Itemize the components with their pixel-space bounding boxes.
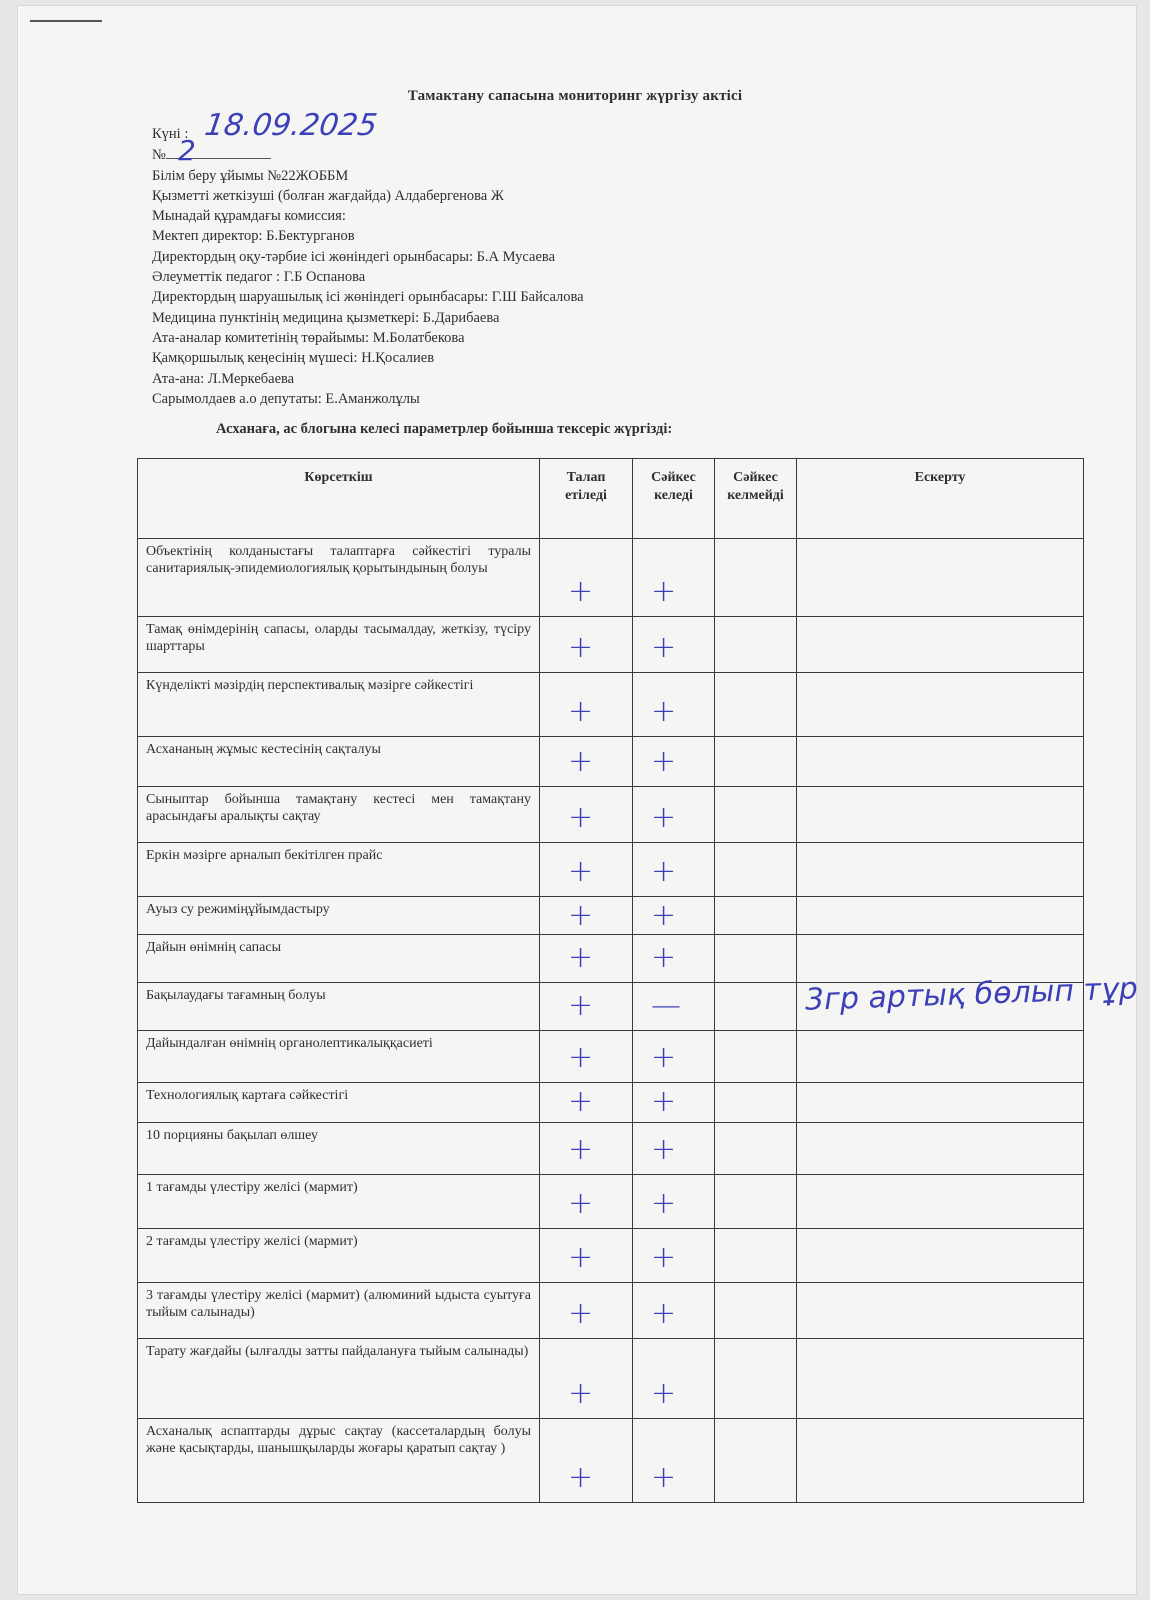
document-meta <box>152 124 584 409</box>
noncompliant-cell <box>715 539 797 617</box>
indicator-cell: Тарату жағдайы (ылғалды затты пайдалануға тыйым салынады) <box>138 1339 540 1419</box>
note-cell <box>797 737 1084 787</box>
noncompliant-cell <box>715 673 797 737</box>
required-cell <box>540 673 633 737</box>
required-cell <box>540 1031 633 1083</box>
table-row <box>138 897 1084 935</box>
meta-line: Қамқоршылық кеңесінің мүшесі: Н.Қосалиев <box>152 350 435 367</box>
required-cell <box>540 1419 633 1503</box>
indicator-cell: 2 тағамды үлестіру желісі (мармит) <box>138 1229 540 1283</box>
compliant-mark: + <box>651 574 677 609</box>
meta-line: Мектеп директор: Б.Бектурганов <box>152 228 355 245</box>
required-cell <box>540 617 633 673</box>
compliant-mark: + <box>651 1376 677 1411</box>
required-mark: + <box>568 744 594 779</box>
compliant-mark: + <box>651 1296 677 1331</box>
table-row <box>138 935 1084 983</box>
indicator-cell: Асханалық аспаптарды дұрыс сақтау (кассеталардың болуы және қасықтарды, шанышқыларды жоғары қаратып сақтау ) <box>138 1419 540 1503</box>
compliant-cell <box>633 737 715 787</box>
required-cell <box>540 897 633 935</box>
compliant-mark: + <box>651 1240 677 1275</box>
required-cell <box>540 1083 633 1123</box>
compliant-cell <box>633 1283 715 1339</box>
required-cell <box>540 1175 633 1229</box>
meta-line: Директордың шаруашылық ісі жөніндегі орынбасары: Г.Ш Байсалова <box>152 289 584 306</box>
table-row <box>138 1175 1084 1229</box>
compliant-cell <box>633 1229 715 1283</box>
note-cell <box>797 1083 1084 1123</box>
table-row <box>138 1083 1084 1123</box>
required-mark: + <box>568 854 594 889</box>
noncompliant-cell <box>715 617 797 673</box>
table-row <box>138 843 1084 897</box>
date-label: Күні : <box>152 126 189 142</box>
noncompliant-cell <box>715 787 797 843</box>
note-cell <box>797 897 1084 935</box>
noncompliant-cell <box>715 935 797 983</box>
compliant-cell <box>633 1339 715 1419</box>
compliant-mark: — <box>651 988 681 1023</box>
compliant-mark: + <box>651 1040 677 1075</box>
compliant-mark: + <box>651 1460 677 1495</box>
noncompliant-cell <box>715 843 797 897</box>
meta-line: Мынадай құрамдағы комиссия: <box>152 208 346 225</box>
col-header-note: Ескерту <box>797 459 1084 539</box>
compliant-cell <box>633 1031 715 1083</box>
compliant-cell <box>633 843 715 897</box>
meta-line: Ата-аналар комитетінің төрайымы: М.Болатбекова <box>152 329 465 346</box>
required-mark: + <box>568 800 594 835</box>
note-cell <box>797 1229 1084 1283</box>
number-row <box>152 144 584 165</box>
compliant-cell <box>633 673 715 737</box>
required-mark: + <box>568 1186 594 1221</box>
required-cell <box>540 843 633 897</box>
indicator-cell: 3 тағамды үлестіру желісі (мармит) (алюминий ыдыста суытуға тыйым салынады) <box>138 1283 540 1339</box>
compliant-cell <box>633 787 715 843</box>
indicator-cell: 1 тағамды үлестіру желісі (мармит) <box>138 1175 540 1229</box>
required-cell <box>540 539 633 617</box>
compliant-mark: + <box>651 1132 677 1167</box>
indicator-cell: Технологиялық картаға сәйкестігі <box>138 1083 540 1123</box>
noncompliant-cell <box>715 1419 797 1503</box>
table-row <box>138 737 1084 787</box>
note-cell <box>797 787 1084 843</box>
noncompliant-cell <box>715 1083 797 1123</box>
table-row <box>138 1031 1084 1083</box>
table-row <box>138 539 1084 617</box>
indicator-cell: Асхананың жұмыс кестесінің сақталуы <box>138 737 540 787</box>
required-cell <box>540 935 633 983</box>
noncompliant-cell <box>715 1123 797 1175</box>
document-title: Тамактану сапасына мониторинг жүргізу актісі <box>407 88 743 104</box>
compliant-mark: + <box>651 1186 677 1221</box>
compliant-cell <box>633 617 715 673</box>
col-header-noncompliant: Сәйкес келмейді <box>715 459 797 539</box>
compliant-mark: + <box>651 630 677 665</box>
note-cell <box>797 1031 1084 1083</box>
required-mark: + <box>568 1040 594 1075</box>
required-mark: + <box>568 630 594 665</box>
required-mark: + <box>568 988 594 1023</box>
noncompliant-cell <box>715 1175 797 1229</box>
meta-line: Қызметті жеткізуші (болған жағдайда) Алдабергенова Ж <box>152 187 504 204</box>
compliant-cell <box>633 1175 715 1229</box>
number-label: № <box>152 147 166 164</box>
indicator-cell: Сыныптар бойынша тамақтану кестесі мен тамақтану арасындағы аралықты сақтау <box>138 787 540 843</box>
table-row <box>138 787 1084 843</box>
compliant-cell <box>633 539 715 617</box>
top-dash-mark <box>30 20 102 22</box>
required-mark: + <box>568 1376 594 1411</box>
note-cell <box>797 1283 1084 1339</box>
required-mark: + <box>568 940 594 975</box>
noncompliant-cell <box>715 737 797 787</box>
required-cell <box>540 1229 633 1283</box>
compliant-cell <box>633 1123 715 1175</box>
indicator-cell: Объектінің колданыстағы талаптарға сәйкестігі туралы санитариялық-эпидемиологиялық қорытындының болуы <box>138 539 540 617</box>
required-mark: + <box>568 898 594 933</box>
note-cell <box>797 1419 1084 1503</box>
required-cell <box>540 787 633 843</box>
compliant-mark: + <box>651 1084 677 1119</box>
meta-line: Білім беру ұйымы №22ЖОББМ <box>152 167 349 184</box>
meta-line: Ата-ана: Л.Меркебаева <box>152 370 295 387</box>
table-row <box>138 1339 1084 1419</box>
noncompliant-cell <box>715 1229 797 1283</box>
table-row <box>138 673 1084 737</box>
indicator-cell: Дайындалған өнімнің органолептикалыққасиеті <box>138 1031 540 1083</box>
indicator-cell: Бақылаудағы тағамның болуы <box>138 983 540 1031</box>
note-cell <box>797 843 1084 897</box>
compliant-cell <box>633 935 715 983</box>
meta-line: Әлеуметтік педагог : Г.Б Оспанова <box>152 269 366 286</box>
compliant-mark: + <box>651 800 677 835</box>
indicator-cell: Күнделікті мәзірдің перспективалық мәзірге сәйкестігі <box>138 673 540 737</box>
compliant-mark: + <box>651 744 677 779</box>
required-mark: + <box>568 1240 594 1275</box>
note-cell <box>797 673 1084 737</box>
date-handwritten: 18.09.2025 <box>202 108 380 143</box>
row-note-handwritten: 3гр артық бөлып тұр <box>804 971 1139 1018</box>
required-cell <box>540 1283 633 1339</box>
meta-line: Директордың оқу-тәрбие ісі жөніндегі орынбасары: Б.А Мусаева <box>152 248 556 265</box>
required-mark: + <box>568 574 594 609</box>
compliant-cell <box>633 897 715 935</box>
note-cell <box>797 1175 1084 1229</box>
compliant-mark: + <box>651 694 677 729</box>
col-header-compliant: Сәйкес келеді <box>633 459 715 539</box>
compliant-mark: + <box>651 940 677 975</box>
table-row <box>138 617 1084 673</box>
required-cell <box>540 983 633 1031</box>
col-header-indicator: Көрсеткіш <box>138 459 540 539</box>
compliant-mark: + <box>651 854 677 889</box>
table-header-row <box>138 459 1084 539</box>
noncompliant-cell <box>715 1031 797 1083</box>
compliant-mark: + <box>651 898 677 933</box>
note-cell <box>797 539 1084 617</box>
col-header-required: Талап етіледі <box>540 459 633 539</box>
table-row <box>138 1229 1084 1283</box>
meta-line: Сарымолдаев а.о депутаты: Е.Аманжолұлы <box>152 390 420 407</box>
note-cell <box>797 1123 1084 1175</box>
noncompliant-cell <box>715 1339 797 1419</box>
table-row <box>138 1123 1084 1175</box>
meta-line: Медицина пунктінің медицина қызметкері: Б.Дарибаева <box>152 309 500 326</box>
table-row <box>138 1419 1084 1503</box>
noncompliant-cell <box>715 897 797 935</box>
required-mark: + <box>568 1296 594 1331</box>
compliant-cell <box>633 983 715 1031</box>
indicator-cell: Дайын өнімнің сапасы <box>138 935 540 983</box>
note-cell <box>797 617 1084 673</box>
compliant-cell <box>633 1083 715 1123</box>
table-row <box>138 1283 1084 1339</box>
noncompliant-cell <box>715 1283 797 1339</box>
indicator-cell: Ауыз су режиміңұйымдастыру <box>138 897 540 935</box>
required-mark: + <box>568 1084 594 1119</box>
required-cell <box>540 1123 633 1175</box>
required-mark: + <box>568 1460 594 1495</box>
indicator-cell: Тамақ өнімдерінің сапасы, оларды тасымалдау, жеткізу, түсіру шарттары <box>138 617 540 673</box>
section-subtitle: Асханаға, ас блогына келесі параметрлер бойынша тексеріс жүргізді: <box>216 421 673 437</box>
noncompliant-cell <box>715 983 797 1031</box>
indicator-cell: 10 порцияны бақылап өлшеу <box>138 1123 540 1175</box>
required-cell <box>540 1339 633 1419</box>
required-mark: + <box>568 1132 594 1167</box>
compliant-cell <box>633 1419 715 1503</box>
note-cell <box>797 1339 1084 1419</box>
number-handwritten: 2 <box>178 134 196 167</box>
indicator-cell: Еркін мәзірге арналып бекітілген прайс <box>138 843 540 897</box>
required-mark: + <box>568 694 594 729</box>
required-cell <box>540 737 633 787</box>
